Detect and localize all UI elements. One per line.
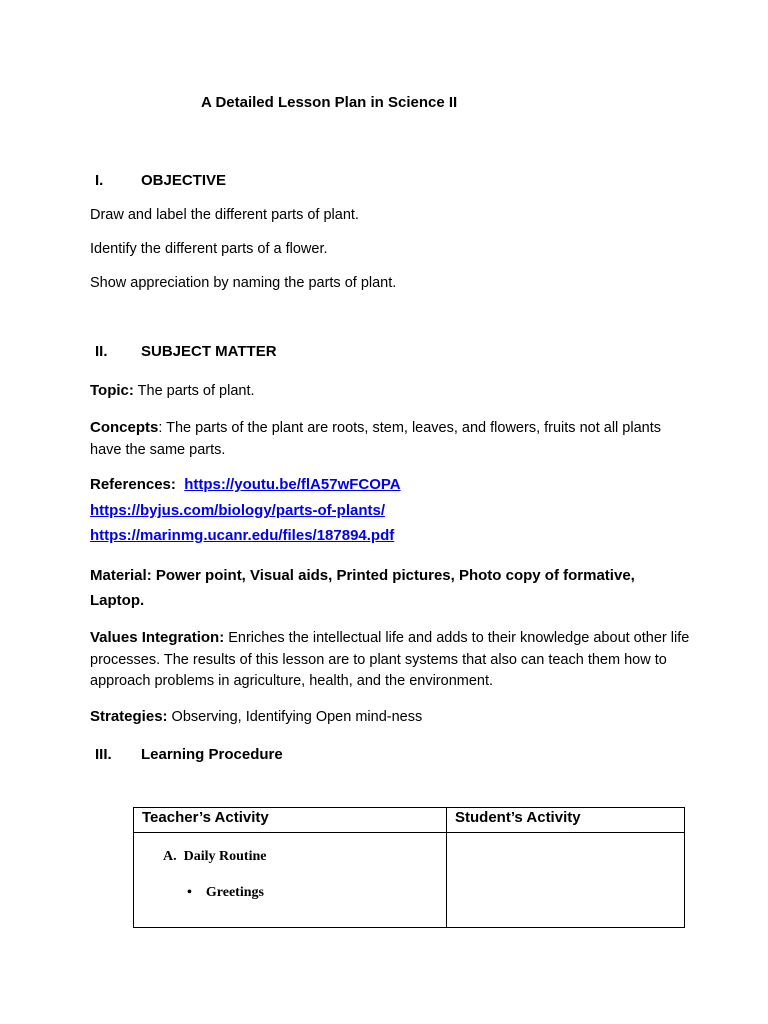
concepts-label: Concepts: [90, 419, 159, 436]
topic-value: The parts of plant.: [133, 383, 255, 399]
strategies-line: [90, 706, 422, 728]
greetings-bullet-item: [187, 885, 264, 901]
references-line: [90, 476, 401, 493]
table-header-row: [134, 808, 685, 833]
section-numeral-learning-procedure: III.: [95, 746, 112, 763]
list-letter: A.: [163, 849, 177, 864]
greetings-label: Greetings: [205, 885, 264, 900]
values-label: Values Integration:: [90, 629, 225, 646]
topic-line: [90, 380, 255, 402]
strategies-label: Strategies:: [90, 708, 168, 725]
section-numeral-subject-matter: II.: [95, 343, 108, 360]
learning-procedure-table: [133, 807, 685, 928]
teacher-activity-cell: [134, 833, 447, 928]
reference-link[interactable]: https://marinmg.ucanr.edu/files/187894.pdf: [90, 527, 395, 544]
topic-label: Topic:: [90, 382, 134, 399]
values-value: Enriches the intellectual life and adds to their knowledge about other life processes. The results of this lesson are to plant systems that also can teach them how to approach problems in agriculture, health, and the environment.: [90, 630, 690, 689]
values-integration-paragraph: [90, 627, 690, 693]
material-paragraph: Material: Power point, Visual aids, Printed pictures, Photo copy of formative, Laptop.: [90, 567, 635, 609]
daily-routine-item: [163, 849, 266, 865]
section-heading-learning-procedure: Learning Procedure: [141, 746, 283, 763]
concepts-value: : The parts of the plant are roots, stem, leaves, and flowers, fruits not all plants have the same parts.: [90, 420, 661, 458]
objective-item: Show appreciation by naming the parts of plant.: [90, 275, 397, 291]
reference-link[interactable]: https://youtu.be/flA57wFCOPA: [184, 476, 401, 493]
table-row: [134, 833, 685, 928]
section-numeral-objective: I.: [95, 172, 104, 189]
student-activity-cell: [447, 833, 685, 928]
concepts-paragraph: [90, 417, 665, 461]
table-header-cell: Student’s Activity: [447, 808, 685, 833]
table-header-cell: Teacher’s Activity: [134, 808, 447, 833]
strategies-value: Observing, Identifying Open mind-ness: [167, 709, 423, 725]
reference-link[interactable]: https://byjus.com/biology/parts-of-plants/: [90, 502, 386, 519]
objective-item: Draw and label the different parts of plant.: [90, 207, 359, 223]
bullet-icon: •: [187, 885, 192, 900]
references-label: References:: [90, 476, 176, 493]
daily-routine-title: Daily Routine: [183, 849, 267, 864]
section-heading-subject-matter: SUBJECT MATTER: [141, 343, 277, 360]
section-heading-objective: OBJECTIVE: [141, 172, 227, 189]
objective-item: Identify the different parts of a flower.: [90, 241, 328, 257]
document-title: A Detailed Lesson Plan in Science II: [201, 94, 458, 111]
